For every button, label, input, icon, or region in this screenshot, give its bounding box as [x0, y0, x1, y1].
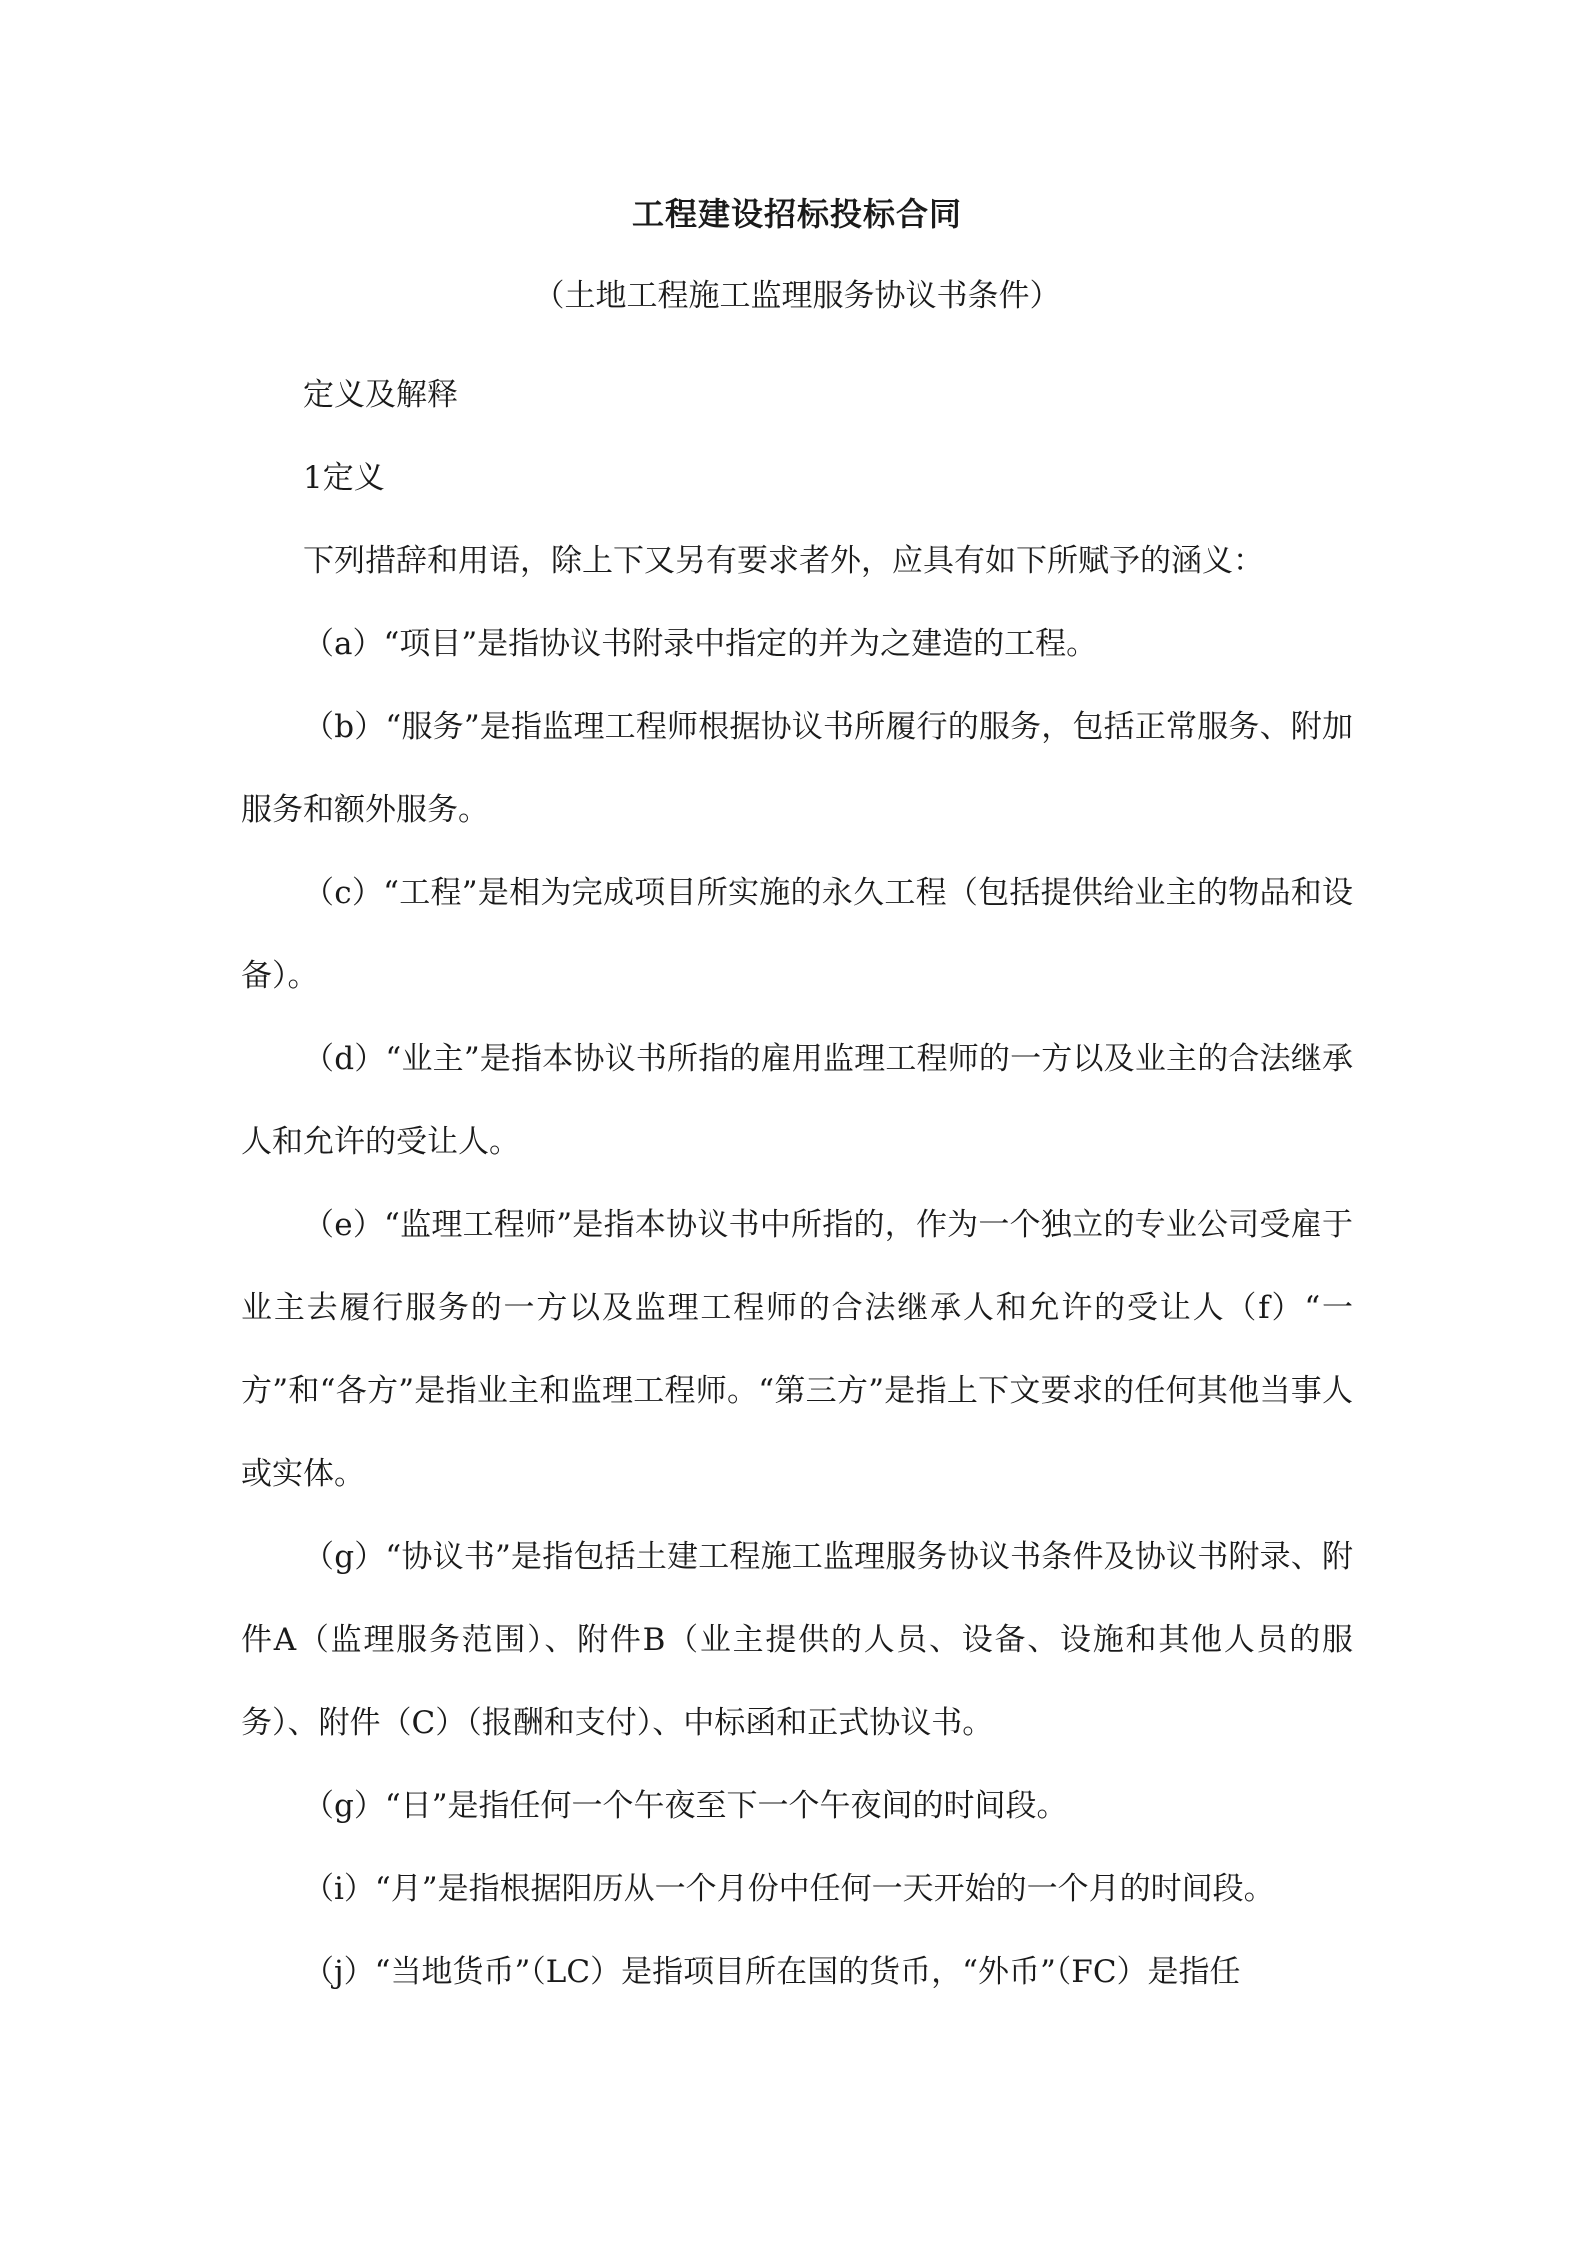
definition-i: （i）“月”是指根据阳历从一个月份中任何一天开始的一个月的时间段。 — [303, 1871, 1275, 1907]
clause-heading: 1定义 — [303, 460, 385, 496]
section-heading: 定义及解释 — [303, 377, 458, 413]
definition-g-day: （g）“日”是指任何一个午夜至下一个午夜间的时间段。 — [303, 1788, 1068, 1824]
definition-b: （b）“服务”是指监理工程师根据协议书所履行的服务，包括正常服务、附加服务和额外服务。 — [241, 709, 1353, 828]
document-title: 工程建设招标投标合同 — [631, 195, 962, 233]
document-body — [241, 190, 1353, 2014]
intro-paragraph: 下列措辞和用语，除上下又另有要求者外，应具有如下所赋予的涵义： — [303, 543, 1264, 579]
definition-j: （j）“当地货币”（LC）是指项目所在国的货币，“外币”（FC）是指任 — [303, 1954, 1241, 1990]
definition-c: （c）“工程”是相为完成项目所实施的永久工程（包括提供给业主的物品和设备）。 — [241, 875, 1353, 994]
definition-a: （a）“项目”是指协议书附录中指定的并为之建造的工程。 — [303, 626, 1098, 662]
definition-d: （d）“业主”是指本协议书所指的雇用监理工程师的一方以及业主的合法继承人和允许的受让人。 — [241, 1041, 1353, 1160]
definition-e-f: （e）“监理工程师”是指本协议书中所指的，作为一个独立的专业公司受雇于业主去履行服务的一方以及监理工程师的合法继承人和允许的受让人（f）“一方”和“各方”是指业主和监理工程师。“第三方”是指上下文要求的任何其他当事人或实体。 — [241, 1207, 1353, 1492]
definition-g-agreement: （g）“协议书”是指包括土建工程施工监理服务协议书条件及协议书附录、附件A（监理服务范围）、附件B（业主提供的人员、设备、设施和其他人员的服务）、附件（C）（报酬和支付）、中标函和正式协议书。 — [241, 1539, 1353, 1741]
document-subtitle: （土地工程施工监理服务协议书条件） — [533, 278, 1061, 314]
